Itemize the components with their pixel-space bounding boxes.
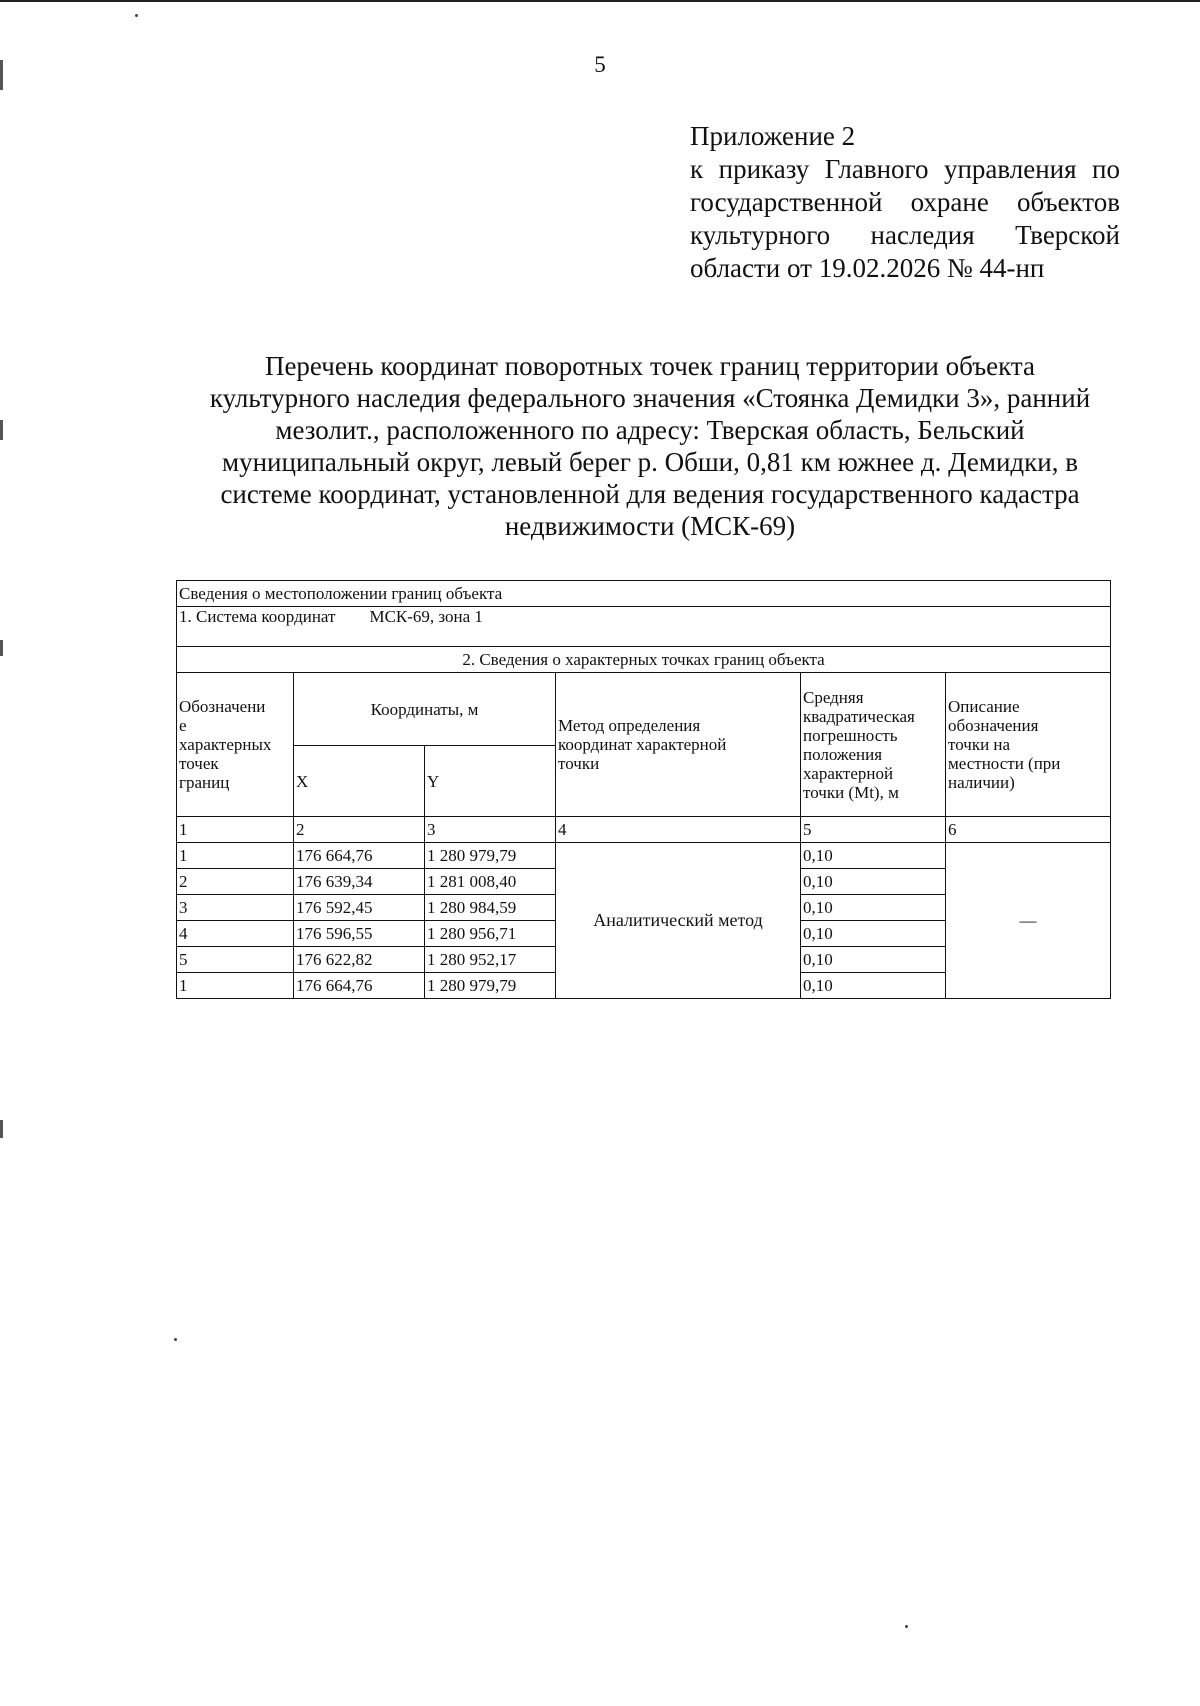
table-row xyxy=(177,843,1111,869)
header-text: Метод определения xyxy=(558,716,701,735)
header-text: Средняя xyxy=(803,687,864,707)
annex-block xyxy=(690,120,1120,285)
table-points-title-row xyxy=(177,647,1111,673)
coord-system-value: МСК-69, зона 1 xyxy=(369,607,483,626)
title-line: муниципальный округ, левый берег р. Обши, 0,81 км южнее д. Демидки, в xyxy=(222,447,1078,477)
header-text: Описание xyxy=(948,697,1020,716)
header-text: точки на xyxy=(948,735,1011,754)
scan-edge-mark xyxy=(0,1120,3,1138)
top-edge-line xyxy=(0,0,1200,2)
column-number: 3 xyxy=(425,817,556,843)
title-line: Перечень координат поворотных точек границ территории объекта xyxy=(264,351,1036,381)
scan-speck xyxy=(174,1338,177,1341)
header-text: границ xyxy=(179,773,230,792)
point-number: 3 xyxy=(177,895,294,921)
header-x: X xyxy=(294,746,425,817)
point-number: 1 xyxy=(177,843,294,869)
annex-line: к приказу Главного управления по xyxy=(690,154,1120,184)
header-text: точек xyxy=(179,754,219,773)
column-number: 2 xyxy=(294,817,425,843)
header-text: квадратическая xyxy=(803,706,915,726)
annex-line: государственной охране объектов xyxy=(690,187,1120,217)
header-text: обозначения xyxy=(948,716,1039,735)
x-value: 176 639,34 xyxy=(294,869,425,895)
point-number: 5 xyxy=(177,947,294,973)
scan-edge-mark xyxy=(0,640,3,656)
y-value: 1 280 984,59 xyxy=(425,895,556,921)
error-value: 0,10 xyxy=(801,947,946,973)
header-text: характерной xyxy=(803,763,894,783)
title-line: культурного наследия федерального значения «Стоянка Демидки 3», ранний xyxy=(209,383,1091,413)
scan-speck xyxy=(135,14,138,17)
title-line: мезолит., расположенного по адресу: Тверская область, Бельский xyxy=(275,415,1025,445)
title-line: недвижимости (МСК-69) xyxy=(504,511,796,541)
error-value: 0,10 xyxy=(801,895,946,921)
point-number: 2 xyxy=(177,869,294,895)
section-title: Сведения о местоположении границ объекта xyxy=(177,581,1111,607)
x-value: 176 596,55 xyxy=(294,921,425,947)
y-value: 1 280 956,71 xyxy=(425,921,556,947)
document-title xyxy=(170,350,1130,542)
scan-speck xyxy=(905,1625,908,1628)
x-value: 176 592,45 xyxy=(294,895,425,921)
table-header-row xyxy=(177,673,1111,746)
table-coord-system-row xyxy=(177,607,1111,647)
header-text: точки xyxy=(558,754,600,773)
y-value: 1 280 979,79 xyxy=(425,843,556,869)
column-number: 5 xyxy=(801,817,946,843)
title-line: системе координат, установленной для ведения государственного кадастра xyxy=(220,479,1080,509)
header-coordinates: Координаты, м xyxy=(294,673,556,746)
header-designation xyxy=(177,673,294,817)
column-number: 1 xyxy=(177,817,294,843)
y-value: 1 280 952,17 xyxy=(425,947,556,973)
column-numbers-row xyxy=(177,817,1111,843)
coord-system-label: 1. Система координат xyxy=(179,607,336,626)
point-number: 1 xyxy=(177,973,294,999)
header-text: точки (Mt), м xyxy=(803,782,899,802)
header-text: е xyxy=(179,716,187,735)
header-y: Y xyxy=(425,746,556,817)
header-text: местности (при xyxy=(948,754,1061,773)
error-value: 0,10 xyxy=(801,921,946,947)
x-value: 176 622,82 xyxy=(294,947,425,973)
error-value: 0,10 xyxy=(801,843,946,869)
coord-system-cell xyxy=(177,607,1111,647)
header-text: погрешность xyxy=(803,725,898,745)
x-value: 176 664,76 xyxy=(294,843,425,869)
table-section-row xyxy=(177,581,1111,607)
coordinates-table xyxy=(176,580,1111,999)
header-text: положения xyxy=(803,744,883,764)
point-number: 4 xyxy=(177,921,294,947)
x-value: 176 664,76 xyxy=(294,973,425,999)
header-error xyxy=(801,673,946,817)
header-text: координат характерной xyxy=(558,735,727,754)
error-value: 0,10 xyxy=(801,869,946,895)
annex-line: Приложение 2 xyxy=(690,121,856,151)
description-value: — xyxy=(946,843,1111,999)
annex-line: культурного наследия Тверской xyxy=(690,220,1120,250)
y-value: 1 280 979,79 xyxy=(425,973,556,999)
points-title: 2. Сведения о характерных точках границ объекта xyxy=(177,647,1111,673)
header-text: характерных xyxy=(179,735,272,754)
column-number: 4 xyxy=(556,817,801,843)
y-value: 1 281 008,40 xyxy=(425,869,556,895)
method-value: Аналитический метод xyxy=(556,843,801,999)
scan-edge-mark xyxy=(0,420,3,440)
page-number: 5 xyxy=(594,52,606,77)
annex-line: области от 19.02.2026 № 44-нп xyxy=(690,253,1045,283)
header-text: наличии) xyxy=(948,773,1015,792)
header-description xyxy=(946,673,1111,817)
error-value: 0,10 xyxy=(801,973,946,999)
column-number: 6 xyxy=(946,817,1111,843)
header-text: Обозначени xyxy=(179,697,266,716)
header-method xyxy=(556,673,801,817)
